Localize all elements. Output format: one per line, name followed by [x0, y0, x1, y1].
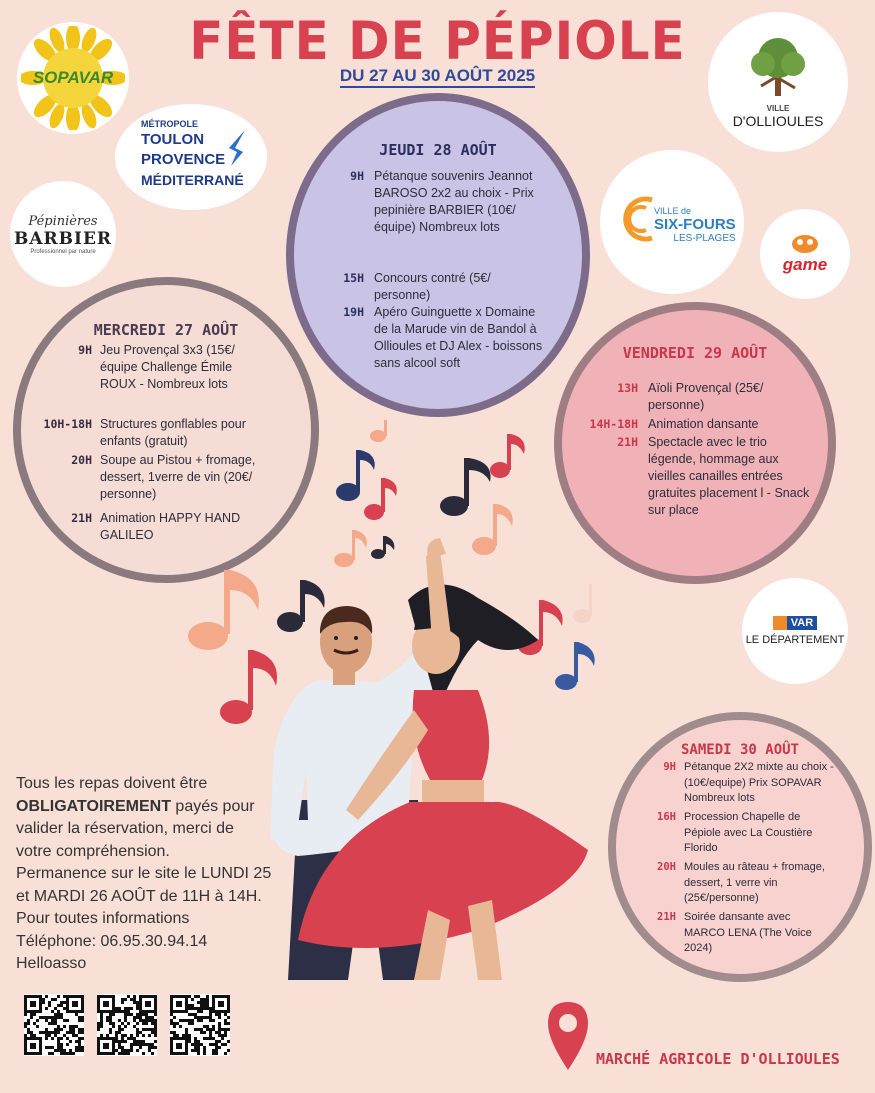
game-logo: game — [760, 209, 850, 299]
pepinieres-barbier-logo: Pépinières BARBIER Professionnel par nature — [10, 181, 116, 287]
runner-icon — [223, 128, 253, 168]
mascot-icon — [790, 233, 820, 255]
location-pin-icon — [546, 1000, 590, 1072]
ville-ollioules-logo: VILLE D'OLLIOULES — [708, 12, 848, 152]
page-title: FÊTE DE PÉPIOLE — [189, 10, 686, 72]
qr-code[interactable] — [24, 994, 84, 1056]
vendredi-title: VENDREDI 29 AOÛT — [622, 344, 768, 362]
tree-icon — [743, 36, 813, 100]
mercredi-title: MERCREDI 27 AOÛT — [93, 321, 239, 339]
samedi-title: SAMEDI 30 AOÛT — [680, 742, 799, 758]
sopavar-logo — [17, 22, 129, 134]
six-fours-logo: VILLE de SIX-FOURS LES-PLAGES — [600, 150, 744, 294]
departement-var-logo: VAR LE DÉPARTEMENT — [742, 578, 848, 684]
var-square-icon — [773, 616, 787, 630]
event-dates: DU 27 AU 30 AOÛT 2025 — [0, 66, 875, 86]
location-label: MARCHÉ AGRICOLE D'OLLIOULES — [596, 1050, 840, 1068]
jeudi-title: JEUDI 28 AOÛT — [379, 141, 497, 159]
sopavar-label: SOPAVAR — [32, 68, 114, 87]
info-text: Tous les repas doivent être OBLIGATOIREMENT payés pour valider la réservation, merci de votre compréhension. Permanence sur le site le LUNDI 25 et MARDI 26 AOÛT de 11H à 14H. Pour toutes informations Téléphone: 06.95.30.94.14 Helloasso — [16, 775, 272, 972]
qr-code[interactable] — [97, 994, 157, 1056]
qr-code[interactable] — [170, 994, 230, 1056]
sun-arc-icon — [616, 196, 656, 242]
metropole-logo: MÉTROPOLE TOULON PROVENCE MÉDITERRANÉ — [115, 104, 267, 210]
